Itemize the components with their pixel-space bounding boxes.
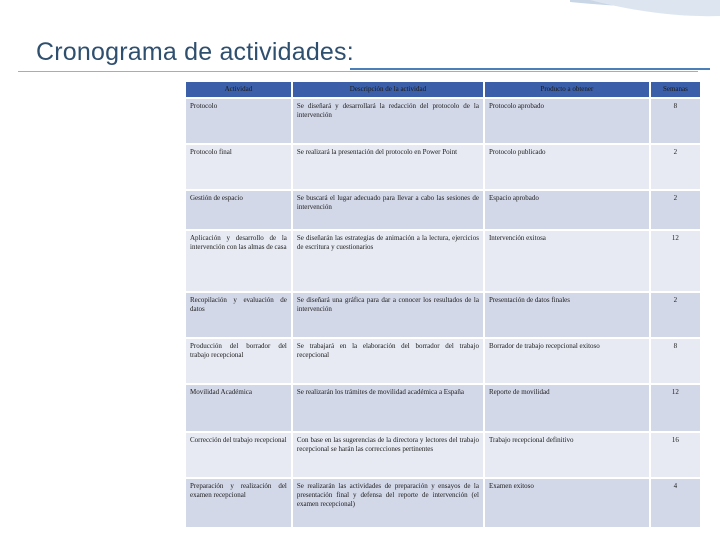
title-accent-line bbox=[350, 68, 710, 70]
cell-actividad: Preparación y realización del examen recepcional bbox=[186, 479, 291, 527]
table-row bbox=[186, 145, 700, 189]
table-row bbox=[186, 433, 700, 477]
cell-descripcion: Se realizará la presentación del protocolo en Power Point bbox=[293, 145, 483, 189]
schedule-table-body bbox=[186, 82, 700, 527]
table-row bbox=[186, 385, 700, 431]
cell-semanas: 8 bbox=[651, 99, 700, 143]
cell-actividad: Recopilación y evaluación de datos bbox=[186, 293, 291, 337]
schedule-table bbox=[184, 80, 702, 529]
table-header-row bbox=[186, 82, 700, 97]
cell-producto: Intervención exitosa bbox=[485, 231, 649, 291]
cell-producto: Presentación de datos finales bbox=[485, 293, 649, 337]
cell-descripcion: Se realizarán las actividades de preparación y ensayos de la presentación final y defensa del reporte de intervención (el examen recepcional) bbox=[293, 479, 483, 527]
table-row bbox=[186, 293, 700, 337]
cell-descripcion: Se trabajará en la elaboración del borrador del trabajo recepcional bbox=[293, 339, 483, 383]
cell-producto: Trabajo recepcional definitivo bbox=[485, 433, 649, 477]
cell-semanas: 8 bbox=[651, 339, 700, 383]
cell-semanas: 12 bbox=[651, 385, 700, 431]
table-row bbox=[186, 479, 700, 527]
cell-producto: Examen exitoso bbox=[485, 479, 649, 527]
cell-producto: Espacio aprobado bbox=[485, 191, 649, 229]
page-title: Cronograma de actividades: bbox=[36, 38, 354, 66]
cell-descripcion: Se diseñará y desarrollará la redacción del protocolo de la intervención bbox=[293, 99, 483, 143]
cell-semanas: 4 bbox=[651, 479, 700, 527]
cell-actividad: Movilidad Académica bbox=[186, 385, 291, 431]
cell-semanas: 16 bbox=[651, 433, 700, 477]
cell-actividad: Producción del borrador del trabajo recepcional bbox=[186, 339, 291, 383]
cell-actividad: Corrección del trabajo recepcional bbox=[186, 433, 291, 477]
cell-actividad: Protocolo bbox=[186, 99, 291, 143]
cell-semanas: 2 bbox=[651, 293, 700, 337]
cell-descripcion: Se realizarán los trámites de movilidad académica a España bbox=[293, 385, 483, 431]
cell-semanas: 2 bbox=[651, 145, 700, 189]
header-semanas: Semanas bbox=[651, 82, 700, 97]
cell-descripcion: Con base en las sugerencias de la directora y lectores del trabajo recepcional se harán las correcciones pertinentes bbox=[293, 433, 483, 477]
cell-semanas: 12 bbox=[651, 231, 700, 291]
header-actividad: Actividad bbox=[186, 82, 291, 97]
cell-actividad: Gestión de espacio bbox=[186, 191, 291, 229]
cell-actividad: Protocolo final bbox=[186, 145, 291, 189]
cell-actividad: Aplicación y desarrollo de la intervención con las almas de casa bbox=[186, 231, 291, 291]
cell-producto: Protocolo aprobado bbox=[485, 99, 649, 143]
cell-producto: Protocolo publicado bbox=[485, 145, 649, 189]
header-producto: Producto a obtener bbox=[485, 82, 649, 97]
corner-decoration bbox=[570, 0, 720, 24]
table-row bbox=[186, 99, 700, 143]
title-underline bbox=[18, 71, 698, 72]
cell-descripcion: Se diseñará una gráfica para dar a conocer los resultados de la intervención bbox=[293, 293, 483, 337]
table-row bbox=[186, 339, 700, 383]
cell-descripcion: Se buscará el lugar adecuado para llevar a cabo las sesiones de intervención bbox=[293, 191, 483, 229]
cell-semanas: 2 bbox=[651, 191, 700, 229]
cell-producto: Reporte de movilidad bbox=[485, 385, 649, 431]
header-descripcion: Descripción de la actividad bbox=[293, 82, 483, 97]
table-row bbox=[186, 191, 700, 229]
cell-descripcion: Se diseñarán las estrategias de animación a la lectura, ejercicios de escritura y cuestionarios bbox=[293, 231, 483, 291]
cell-producto: Borrador de trabajo recepcional exitoso bbox=[485, 339, 649, 383]
table-row bbox=[186, 231, 700, 291]
